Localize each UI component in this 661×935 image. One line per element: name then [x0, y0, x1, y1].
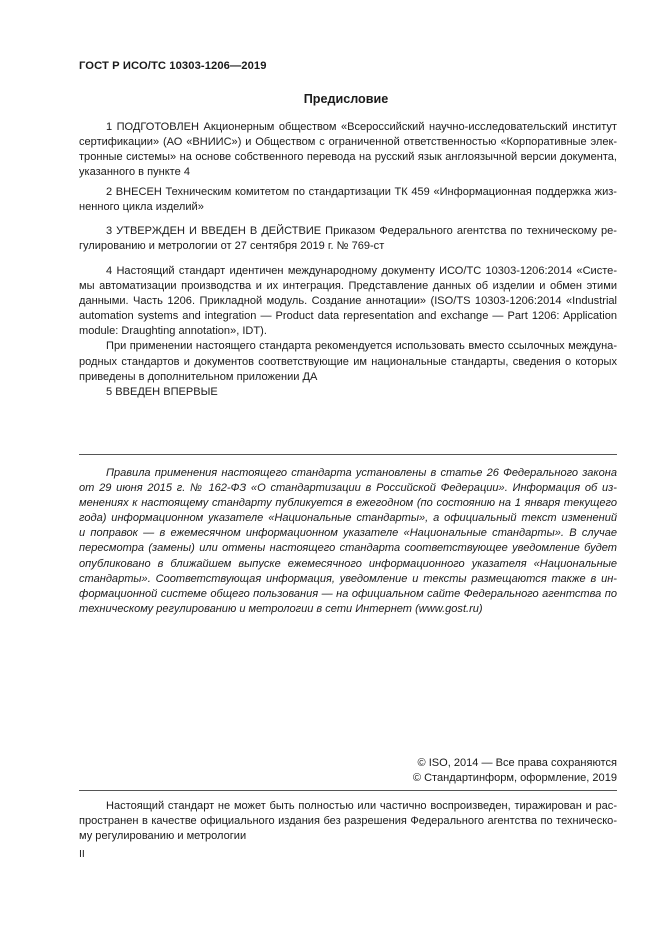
text-line: стандарты». Соответствующая информация, уведомление и тексты размещаются также в ин- [79, 572, 617, 585]
text-line: приведены в дополнительном приложении ДА [79, 370, 318, 383]
text-line: опубликовано в ближайшем выпуске ежемесячного информационного указателя «Национальные [79, 557, 617, 570]
page-number: II [79, 848, 85, 860]
text-line: Настоящий стандарт не может быть полностью или частично воспроизведен, тиражирован и рас- [106, 800, 617, 812]
text-line: 5 ВВЕДЕН ВПЕРВЫЕ [106, 386, 218, 398]
text-line: данными. Часть 1206. Прикладной модуль. Создание аннотации» (ISO/TS 10303-1206:2014 «Industrial [79, 295, 617, 308]
text-line: года) информационном указателе «Национальные стандарты», а официальный текст изменений [79, 512, 617, 525]
text-line: 2 ВНЕСЕН Техническим комитетом по стандартизации ТК 459 «Информационная поддержка жиз- [106, 186, 617, 198]
text-line: менениях к настоящему стандарту публикуется в ежегодном (по состоянию на 1 января текущего [79, 497, 617, 510]
text-line: тронные системы» на основе собственного перевода на русский язык англоязычной версии документа, [79, 151, 617, 164]
foreword-item-4 [79, 264, 617, 385]
document-header: ГОСТ Р ИСО/ТС 10303-1206—2019 [79, 60, 267, 72]
reproduction-notice [79, 799, 617, 844]
text-line: пространен в качестве официального издания без разрешения Федерального агентства по техническо- [79, 815, 617, 828]
text-line: сертификации» (АО «ВНИИС») и Обществом с ограниченной ответственностью «Корпоративные элек- [79, 136, 617, 149]
text-line: формационной системе общего пользования — на официальном сайте Федерального агентства по [79, 587, 617, 600]
page-title: Предисловие [303, 92, 389, 106]
copyright-block [413, 756, 617, 787]
foreword-item-5 [79, 385, 617, 400]
divider [79, 454, 617, 455]
text-line: 1 ПОДГОТОВЛЕН Акционерным обществом «Всероссийский научно-исследовательский институт [106, 121, 617, 133]
standard-application-notice [79, 466, 617, 617]
foreword-item-3 [79, 224, 617, 254]
foreword-item-2 [79, 185, 617, 215]
text-line: ненного цикла изделий» [79, 201, 204, 214]
text-line: гулированию и метрологии от 27 сентября 2019 г. № 769-ст [79, 240, 385, 253]
text-line: 3 УТВЕРЖДЕН И ВВЕДЕН В ДЕЙСТВИЕ Приказом Федерального агентства по техническому ре- [106, 225, 617, 237]
foreword-item-1 [79, 120, 617, 180]
text-line: от 29 июня 2015 г. № 162-ФЗ «О стандартизации в Российской Федерации». Информация об из- [79, 482, 617, 495]
text-line: мы автоматизации производства и их интеграция. Представление данных об изделии и обмен этими [79, 280, 617, 293]
copyright-iso: © ISO, 2014 — Все права сохраняются [417, 757, 617, 769]
text-line: module: Draughting annotation», IDT). [79, 325, 267, 338]
text-line: и поправок — в ежемесячном информационном указателе «Национальные стандарты». В случае [79, 527, 617, 540]
copyright-standartinform: © Стандартинформ, оформление, 2019 [412, 772, 617, 785]
text-line: указанного в пункте 4 [79, 166, 190, 179]
divider [79, 790, 617, 791]
text-line: пересмотра (замены) или отмены настоящего стандарта соответствующее уведомление будет [79, 542, 617, 555]
text-line: 4 Настоящий стандарт идентичен международному документу ИСО/ТС 10303-1206:2014 «Систе- [106, 265, 617, 277]
text-line: родных стандартов и документов соответствующие им национальные стандарты, сведения о которых [79, 355, 617, 368]
text-line: automation systems and integration — Product data representation and exchange — Part 1206: Application [79, 310, 617, 323]
text-line: Правила применения настоящего стандарта установлены в статье 26 Федерального закона [106, 467, 617, 479]
text-line: техническому регулированию и метрологии в сети Интернет (www.gost.ru) [79, 602, 483, 615]
text-line: му регулированию и метрологии [79, 830, 247, 843]
text-line: При применении настоящего стандарта рекомендуется использовать вместо ссылочных междуна- [106, 340, 617, 353]
